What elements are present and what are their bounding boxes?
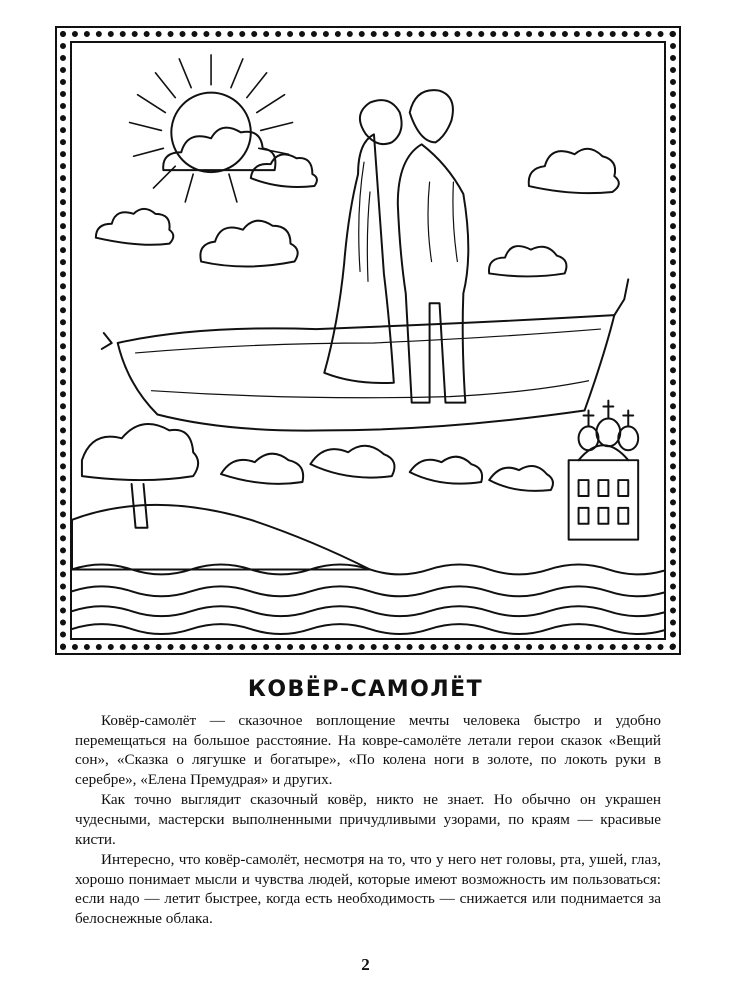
church-icon xyxy=(569,401,639,540)
sun-icon xyxy=(130,55,293,202)
page-number: 2 xyxy=(361,955,370,974)
cloud-icon xyxy=(96,128,619,277)
carpet-icon xyxy=(102,279,628,430)
paragraph: Как точно выглядит сказочный ковёр, никто не знает. Но обычно он украшен чудесными, мастерски выполненными причудливыми узорами, по краям — красивые кисти. xyxy=(75,791,661,848)
article-title: КОВЁР-САМОЛЁТ xyxy=(247,677,484,702)
article-body xyxy=(75,711,661,930)
paragraph: Ковёр-самолёт — сказочное воплощение мечты человека быстро и удобно перемещаться на большое расстояние. На ковре-самолёте летали герои сказок «Вещий сон», «Сказка о лягушке и богатыре», «По колена ноги в золоте, по локоть руки в серебре», «Елена Премудрая» и других. xyxy=(75,712,661,788)
illustration-frame xyxy=(55,26,681,655)
paragraph: Интересно, что ковёр-самолёт, несмотря на то, что у него нет головы, рта, ушей, глаз, хорошо понимает мысли и чувства людей, которые имеют возможность им пользоваться: если надо — летит быстрее, когда есть необходимость — снижается или поднимается за белоснежные облака. xyxy=(75,851,661,927)
illustration xyxy=(70,41,666,640)
couple-icon xyxy=(324,90,468,402)
tree-icon xyxy=(82,424,553,528)
river-icon xyxy=(72,505,664,634)
